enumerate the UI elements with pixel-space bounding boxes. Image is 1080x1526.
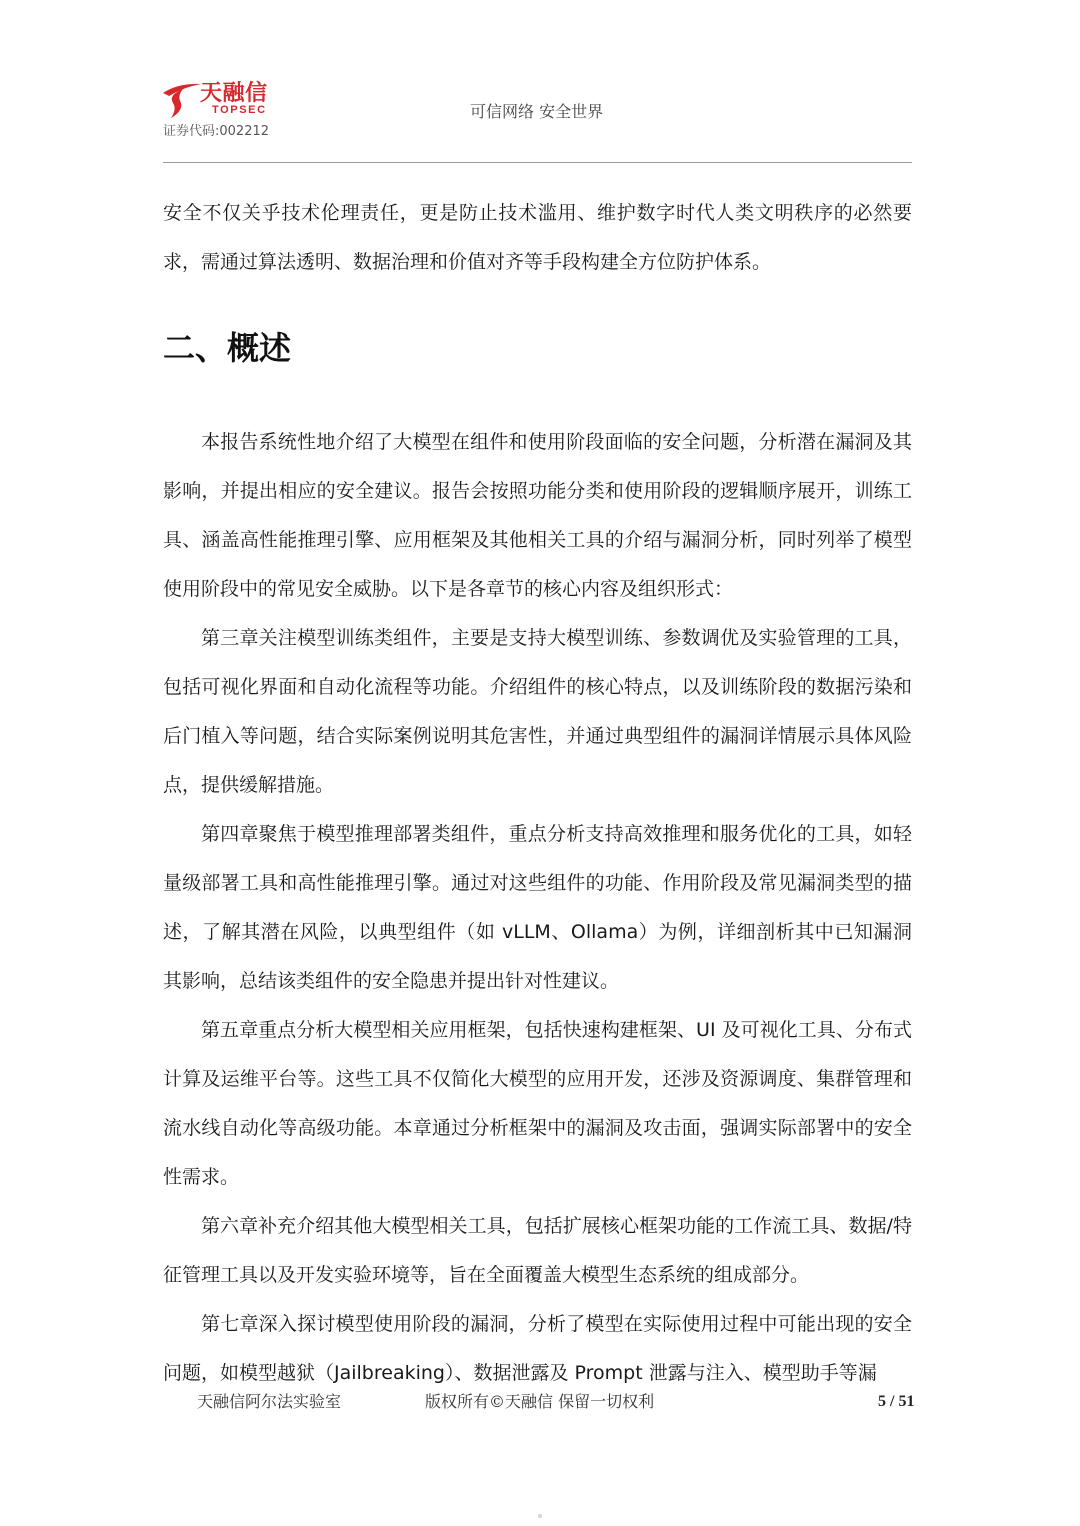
text-line: 流水线自动化等高级功能。本章通过分析框架中的漏洞及攻击面，强调实际部署中的安全 [163, 1117, 912, 1139]
text-line: 第七章深入探讨模型使用阶段的漏洞，分析了模型在实际使用过程中可能出现的安全 [201, 1313, 912, 1335]
text-line: 求，需通过算法透明、数据治理和价值对齐等手段构建全方位防护体系。 [163, 251, 772, 273]
text-line: 量级部署工具和高性能推理引擎。通过对这些组件的功能、作用阶段及常见漏洞类型的描 [163, 872, 912, 894]
header-slogan: 可信网络 安全世界 [470, 102, 604, 121]
overview-body [163, 418, 912, 1398]
paragraph-chapter-4 [163, 810, 912, 1006]
header-divider [163, 162, 912, 163]
text-line: 点，提供缓解措施。 [163, 774, 335, 796]
text-line: 影响，并提出相应的安全建议。报告会按照功能分类和使用阶段的逻辑顺序展开，训练工 [163, 480, 912, 502]
paragraph-chapter-7 [163, 1300, 912, 1398]
text-line: 后门植入等问题，结合实际案例说明其危害性，并通过典型组件的漏洞详情展示具体风险 [163, 725, 912, 747]
text-line: 计算及运维平台等。这些工具不仅简化大模型的应用开发，还涉及资源调度、集群管理和 [163, 1068, 912, 1090]
text-line: 问题，如模型越狱（Jailbreaking）、数据泄露及 Prompt 泄露与注入、模型助手等漏 [163, 1362, 877, 1384]
topsec-swoosh-logo-icon [160, 80, 202, 120]
page-number: 5 / 51 [878, 1393, 915, 1410]
text-line: 包括可视化界面和自动化流程等功能。介绍组件的核心特点，以及训练阶段的数据污染和 [163, 676, 912, 698]
text-line: 安全不仅关乎技术伦理责任，更是防止技术滥用、维护数字时代人类文明秩序的必然要 [163, 202, 912, 224]
text-line: 使用阶段中的常见安全威胁。以下是各章节的核心内容及组织形式： [163, 578, 734, 600]
paragraph-chapter-5 [163, 1006, 912, 1202]
footer-lab-name: 天融信阿尔法实验室 [197, 1392, 342, 1411]
paragraph-chapter-6 [163, 1202, 912, 1300]
paragraph-chapter-3 [163, 614, 912, 810]
text-line: 第六章补充介绍其他大模型相关工具，包括扩展核心框架功能的工作流工具、数据/特 [201, 1215, 912, 1237]
text-line: 性需求。 [163, 1166, 240, 1188]
text-line: 第五章重点分析大模型相关应用框架，包括快速构建框架、UI 及可视化工具、分布式 [201, 1019, 912, 1041]
page-indicator-dot [538, 1514, 542, 1518]
stock-code: 证券代码:002212 [163, 124, 270, 139]
footer-copyright: 版权所有©天融信 保留一切权利 [425, 1392, 655, 1411]
text-line: 具、涵盖高性能推理引擎、应用框架及其他相关工具的介绍与漏洞分析，同时列举了模型 [163, 529, 912, 551]
paragraph-intro [163, 418, 912, 614]
text-line: 征管理工具以及开发实验环境等，旨在全面覆盖大模型生态系统的组成部分。 [163, 1264, 810, 1286]
text-line: 本报告系统性地介绍了大模型在组件和使用阶段面临的安全问题，分析潜在漏洞及其 [201, 431, 912, 453]
section-heading: 二、概述 [163, 329, 292, 367]
continuation-paragraph [163, 189, 912, 287]
text-line: 其影响，总结该类组件的安全隐患并提出针对性建议。 [163, 970, 620, 992]
text-line: 第三章关注模型训练类组件，主要是支持大模型训练、参数调优及实验管理的工具， [201, 627, 912, 649]
text-line: 述，了解其潜在风险，以典型组件（如 vLLM、Ollama）为例，详细剖析其中已知漏洞 [163, 921, 912, 943]
text-line: 第四章聚焦于模型推理部署类组件，重点分析支持高效推理和服务优化的工具，如轻 [201, 823, 912, 845]
logo-subtitle: TOPSEC [212, 104, 267, 116]
logo-wordmark: 天融信 [200, 81, 268, 106]
